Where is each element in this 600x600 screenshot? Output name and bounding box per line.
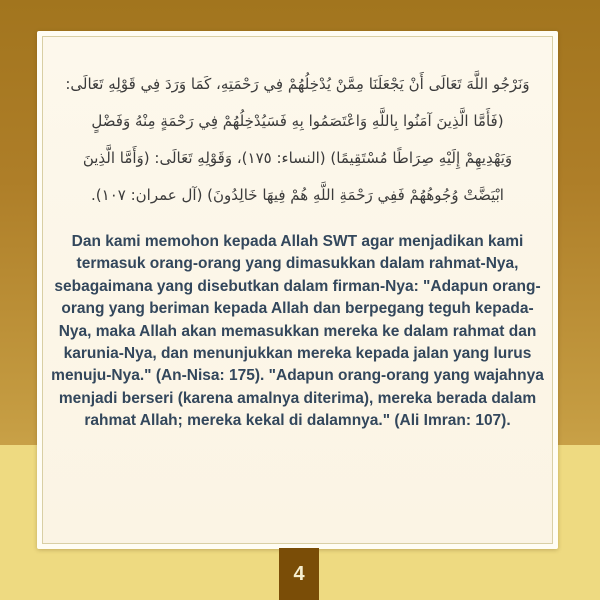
arabic-line: ابْيَضَّتْ وُجُوهُهُمْ فَفِي رَحْمَةِ اللَّهِ هُمْ فِيهَا خَالِدُونَ) (آل عمران: ١٠٧). bbox=[91, 186, 504, 204]
page-number: 4 bbox=[293, 562, 305, 585]
arabic-line: (فَأَمَّا الَّذِينَ آمَنُوا بِاللَّهِ وَاعْتَصَمُوا بِهِ فَسَيُدْخِلُهُمْ فِي رَحْمَةٍ مِنْهُ وَفَضْلٍ bbox=[91, 112, 504, 130]
arabic-verse-block bbox=[56, 66, 539, 214]
arabic-line: وَنَرْجُو اللَّهَ تَعَالَى أَنْ يَجْعَلَنَا مِمَّنْ يُدْخِلُهُمْ فِي رَحْمَتِهِ، كَمَا وَرَدَ فِي قَوْلِهِ تَعَالَى: bbox=[65, 75, 530, 93]
content-card bbox=[37, 31, 558, 549]
arabic-line: وَيَهْدِيهِمْ إِلَيْهِ صِرَاطًا مُسْتَقِيمًا) (النساء: ١٧٥)، وَقَوْلِهِ تَعَالَى: (وَأَمَّا الَّذِينَ bbox=[82, 149, 513, 167]
page-number-badge bbox=[279, 548, 319, 600]
indonesian-translation: Dan kami memohon kepada Allah SWT agar menjadikan kami termasuk orang-orang yang dimasukkan dalam rahmat-Nya, sebagaimana yang disebutkan dalam firman-Nya: "Adapun orang-orang yang beriman kepada Allah dan berpegang teguh kepada-Nya, maka Allah akan memasukkan mereka ke dalam rahmat dan karunia-Nya, dan menunjukkan mereka kepada jalan yang lurus menuju-Nya." (An-Nisa: 175). "Adapun orang-orang yang wajahnya menjadi berseri (karena amalnya diterima), mereka berada dalam rahmat Allah; mereka kekal di dalamnya." (Ali Imran: 107). bbox=[51, 233, 544, 430]
